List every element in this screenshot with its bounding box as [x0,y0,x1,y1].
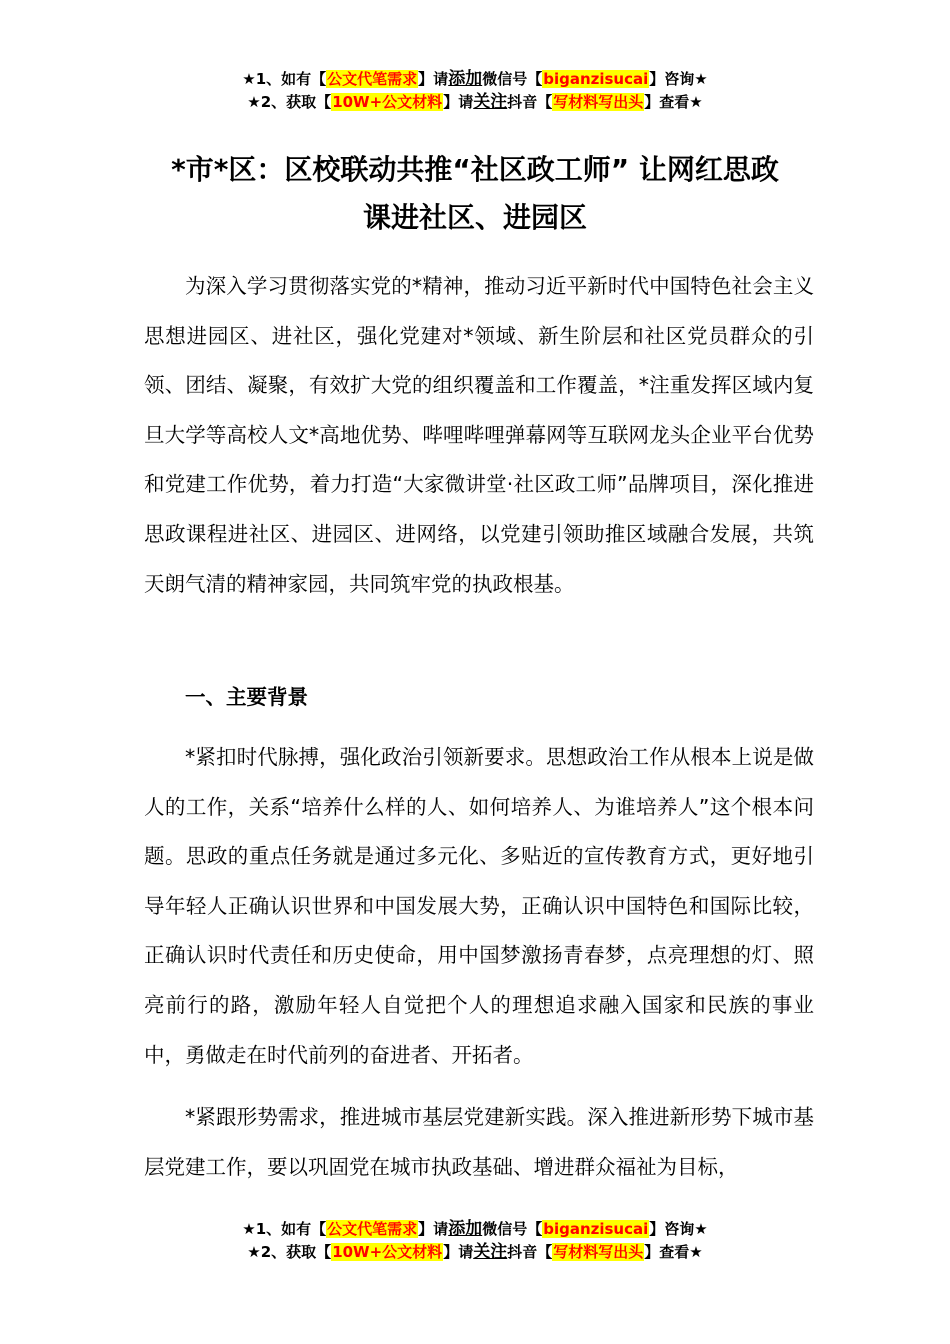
banner-text: 】咨询★ [649,70,708,88]
banner-highlight: 写材料写出头 [553,1243,644,1261]
banner-text: 】请 [418,70,449,88]
banner-text: 抖音【 [507,93,553,111]
banner-text: ★2、获取【 [247,1243,332,1261]
body-paragraph: *紧扣时代脉搏，强化政治引领新要求。思想政治工作从根本上说是做人的工作，关系“培养什么样的人、如何培养人、为谁培养人”这个根本问题。思政的重点任务就是通过多元化、多贴近的宣传教育方式，更好地引导年轻人正确认识世界和中国发展大势，正确认识中国特色和国际比较，正确认识时代责任和历史使命，用中国梦激扬青春梦，点亮理想的灯、照亮前行的路，激励年轻人自觉把个人的理想追求融入国家和民族的事业中，勇做走在时代前列的奋进者、开拓者。 [144,745,814,1067]
banner-highlight: biganzisucai [543,1220,649,1238]
intro-paragraph: 为深入学习贯彻落实党的*精神，推动习近平新时代中国特色社会主义思想进园区、进社区，强化党建对*领域、新生阶层和社区党员群众的引领、团结、凝聚，有效扩大党的组织覆盖和工作覆盖，*注重发挥区域内复旦大学等高校人文*高地优势、哔哩哔哩弹幕网等互联网龙头企业平台优势和党建工作优势，着力打造“大家微讲堂·社区政工师”品牌项目，深化推进思政课程进社区、进园区、进网络，以党建引领助推区域融合发展，共筑天朗气清的精神家园，共同筑牢党的执政根基。 [144,274,814,596]
banner-text: 微信号【 [482,70,543,88]
banner-text: 】查看★ [644,93,703,111]
banner-text: ★1、如有【 [242,70,327,88]
title-line-1: *市*区：区校联动共推“社区政工师” 让网红思政 [171,153,779,186]
banner-line-2 [0,1241,950,1264]
banner-highlight: 公文代笔需求 [327,1220,418,1238]
section-heading: 一、主要背景 [185,685,308,709]
intro-paragraph-block [144,262,814,609]
banner-text: 】咨询★ [649,1220,708,1238]
banner-highlight: 公文代笔需求 [327,70,418,88]
banner-text: 】请 [443,1243,474,1261]
banner-emphasis: 关注 [473,1242,508,1262]
banner-highlight: biganzisucai [543,70,649,88]
section-paragraph-block-1 [144,733,814,1080]
section-paragraph-block-2 [144,1093,814,1192]
header-banner [0,68,950,114]
banner-emphasis: 添加 [448,69,483,89]
footer-banner [0,1218,950,1264]
banner-text: 】请 [443,93,474,111]
banner-emphasis: 关注 [473,92,508,112]
banner-emphasis: 添加 [448,1219,483,1239]
banner-line-1 [0,1218,950,1241]
banner-text: ★1、如有【 [242,1220,327,1238]
banner-highlight: 10W+公文材料 [332,93,443,111]
banner-highlight: 10W+公文材料 [332,1243,443,1261]
banner-text: 】请 [418,1220,449,1238]
banner-text: 微信号【 [482,1220,543,1238]
title-line-2: 课进社区、进园区 [362,201,587,234]
banner-text: 抖音【 [507,1243,553,1261]
banner-highlight: 写材料写出头 [553,93,644,111]
banner-text: 】查看★ [644,1243,703,1261]
body-paragraph: *紧跟形势需求，推进城市基层党建新实践。深入推进新形势下城市基层党建工作，要以巩固党在城市执政基础、增进群众福祉为目标， [144,1105,814,1179]
banner-line-2 [0,91,950,114]
banner-line-1 [0,68,950,91]
banner-text: ★2、获取【 [247,93,332,111]
page-title [0,146,950,242]
